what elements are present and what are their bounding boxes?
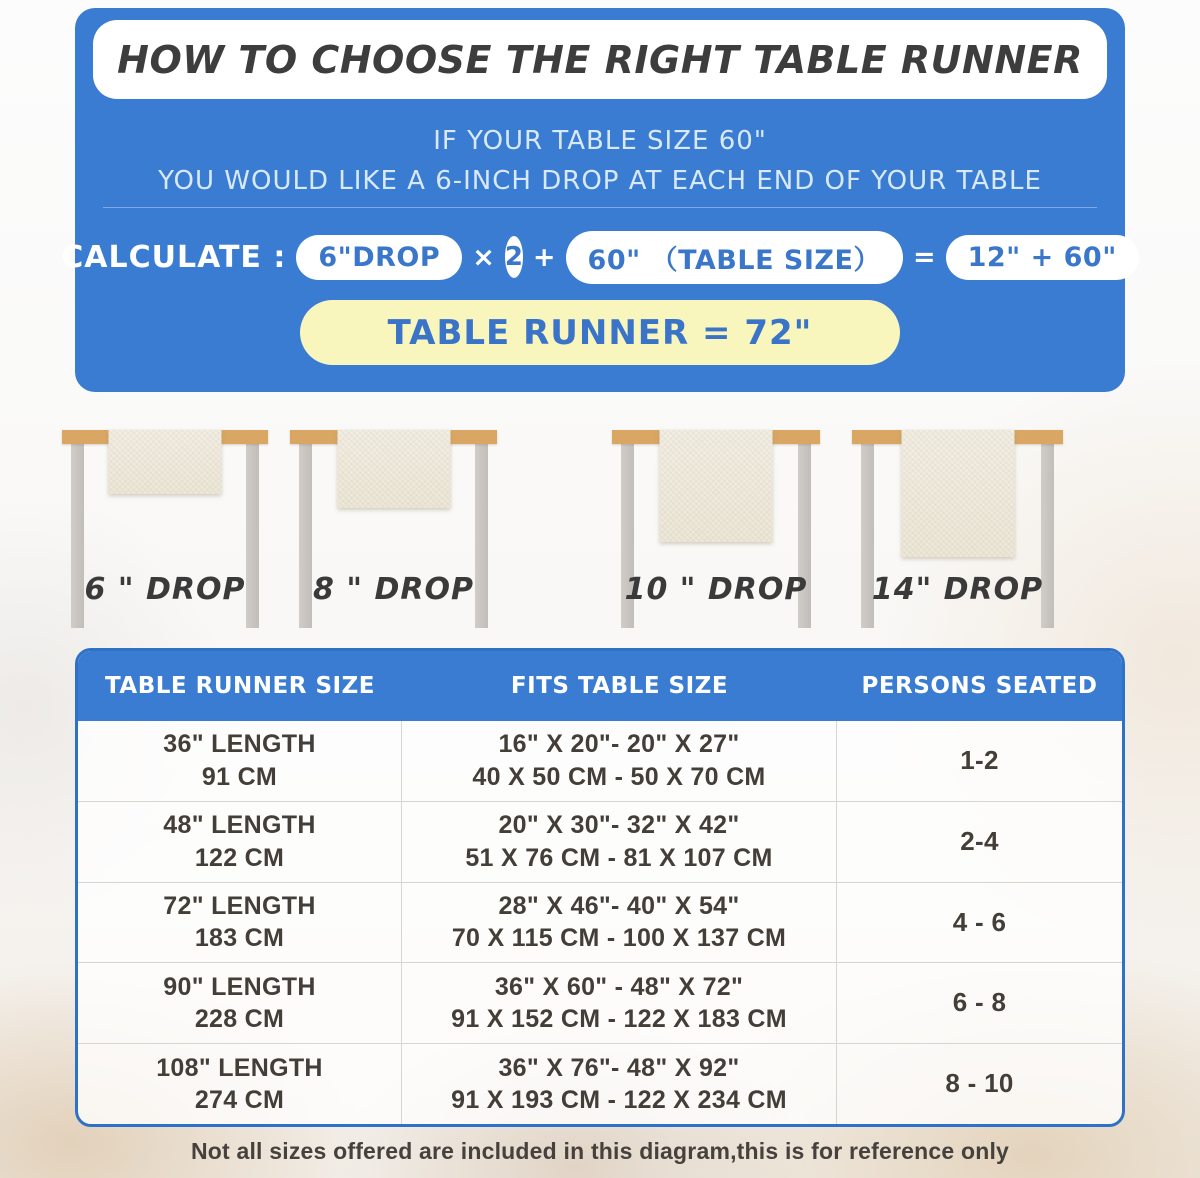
fits-cm: 40 X 50 CM - 50 X 70 CM — [472, 762, 766, 791]
fits-table-cell — [402, 1044, 837, 1124]
table-row — [78, 721, 1122, 801]
table-figure-8-drop — [290, 430, 497, 628]
runner-size-cell — [78, 721, 402, 801]
runner-drape-illustration — [109, 430, 222, 494]
col-header-fits-table: FITS TABLE SIZE — [510, 673, 729, 699]
fits-table-cell — [402, 721, 837, 801]
size-inches: 36" LENGTH — [163, 730, 316, 759]
table-row — [78, 962, 1122, 1043]
size-inches: 48" LENGTH — [163, 811, 316, 840]
fits-cm: 51 X 76 CM - 81 X 107 CM — [465, 843, 773, 872]
drop-label: 14" DROP — [871, 572, 1044, 607]
calculate-label: CALCULATE : — [61, 239, 287, 275]
persons-cell: 6 - 8 — [952, 987, 1007, 1018]
size-cm: 91 CM — [201, 762, 278, 791]
header-panel — [61, 8, 1125, 392]
multiplier-badge: 2 — [505, 236, 523, 278]
size-inches: 72" LENGTH — [163, 891, 316, 920]
calculation-row — [61, 232, 1125, 282]
size-cm: 228 CM — [194, 1005, 285, 1034]
equals-operator: = — [912, 241, 936, 273]
subtitle-line-1: IF YOUR TABLE SIZE 60" — [433, 126, 767, 156]
fits-inches: 16" X 20"- 20" X 27" — [498, 730, 740, 759]
table-row — [78, 882, 1122, 963]
persons-cell: 8 - 10 — [945, 1068, 1014, 1099]
size-inches: 108" LENGTH — [156, 1053, 323, 1082]
size-cm: 183 CM — [194, 924, 285, 953]
runner-size-cell — [78, 883, 402, 963]
runner-size-cell — [78, 802, 402, 882]
size-inches: 90" LENGTH — [163, 972, 316, 1001]
sum-pill: 12" + 60" — [946, 235, 1139, 280]
fits-table-cell — [402, 963, 837, 1043]
drop-label: 10 " DROP — [624, 572, 808, 607]
subtitle-line-2: YOU WOULD LIKE A 6-INCH DROP AT EACH END OF YOUR TABLE — [158, 166, 1042, 196]
drop-label: 6 " DROP — [84, 572, 246, 607]
table-figure-10-drop — [612, 430, 820, 628]
fits-table-cell — [402, 802, 837, 882]
runner-drape-illustration — [660, 430, 773, 542]
size-cm: 122 CM — [194, 843, 285, 872]
page-title: HOW TO CHOOSE THE RIGHT TABLE RUNNER — [117, 37, 1083, 82]
panel-divider — [103, 207, 1097, 208]
fits-cm: 91 X 193 CM - 122 X 234 CM — [451, 1086, 787, 1115]
persons-cell: 2-4 — [960, 825, 999, 856]
runner-drape-illustration — [901, 430, 1014, 557]
persons-cell: 4 - 6 — [952, 906, 1007, 937]
result-pill: TABLE RUNNER = 72" — [300, 300, 900, 365]
size-cm: 274 CM — [194, 1086, 285, 1115]
table-size-pill: 60" （TABLE SIZE） — [566, 231, 903, 284]
runner-size-cell — [78, 1044, 402, 1124]
table-figure-6-drop — [62, 430, 268, 628]
size-chart-header — [78, 651, 1122, 721]
table-figure-14-drop — [852, 430, 1063, 628]
plus-operator: + — [532, 241, 556, 273]
fits-inches: 36" X 60" - 48" X 72" — [494, 972, 744, 1001]
drop-figures-row — [0, 430, 1200, 630]
col-header-runner-size: TABLE RUNNER SIZE — [105, 673, 375, 699]
fits-table-cell — [402, 883, 837, 963]
size-chart — [75, 648, 1125, 1127]
table-row — [78, 1043, 1122, 1124]
size-chart-body — [78, 721, 1122, 1124]
drop-value-pill: 6"DROP — [296, 235, 462, 280]
persons-cell: 1-2 — [960, 745, 999, 775]
fits-cm: 70 X 115 CM - 100 X 137 CM — [451, 924, 787, 953]
drop-label: 8 " DROP — [313, 572, 474, 607]
runner-size-cell — [78, 963, 402, 1043]
footer-note: Not all sizes offered are included in this diagram,this is for reference only — [190, 1138, 1010, 1164]
title-box — [93, 20, 1107, 99]
col-header-persons: PERSONS SEATED — [861, 673, 1098, 699]
fits-cm: 91 X 152 CM - 122 X 183 CM — [451, 1005, 787, 1034]
multiply-operator: × — [472, 241, 495, 273]
fits-inches: 20" X 30"- 32" X 42" — [498, 811, 740, 840]
table-row — [78, 801, 1122, 882]
fits-inches: 36" X 76"- 48" X 92" — [498, 1053, 740, 1082]
runner-drape-illustration — [337, 430, 450, 508]
fits-inches: 28" X 46"- 40" X 54" — [498, 891, 740, 920]
